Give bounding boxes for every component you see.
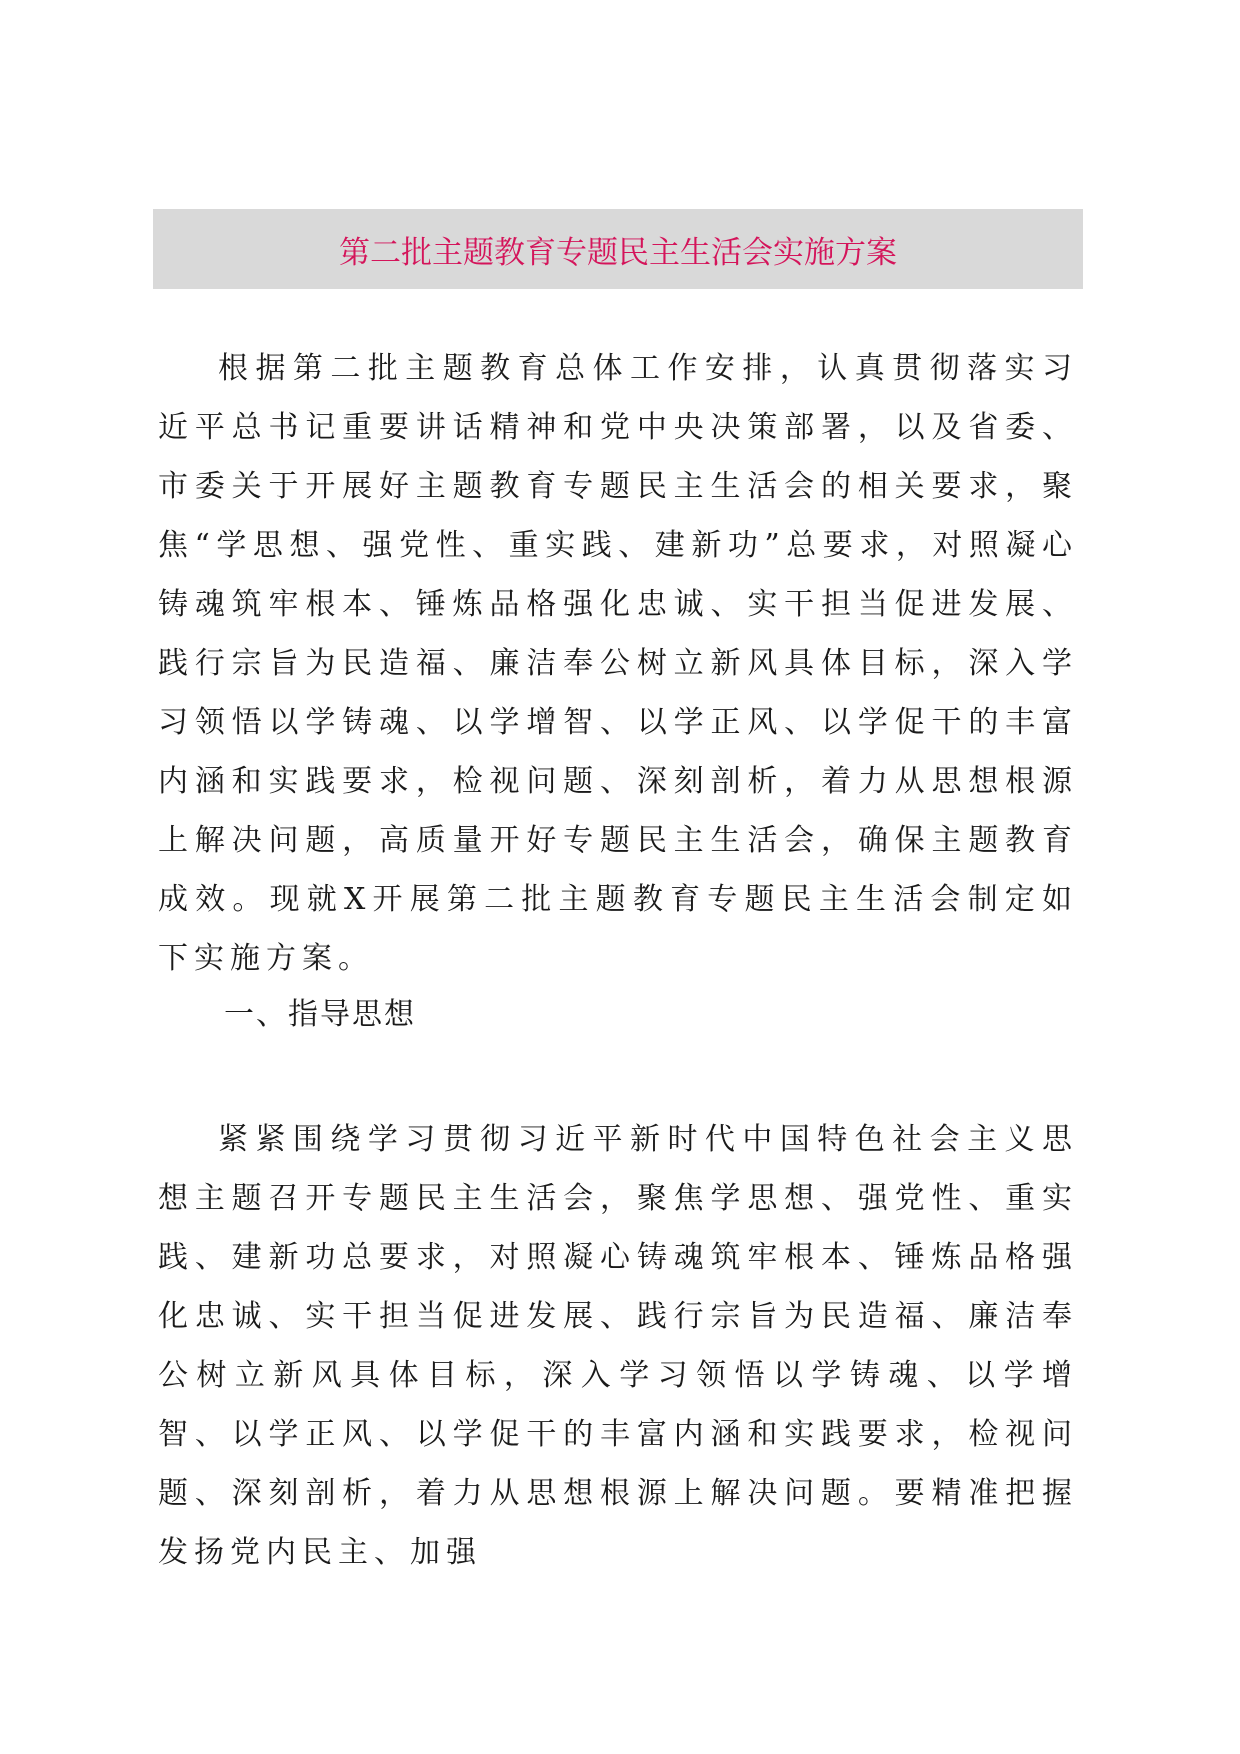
title-banner [153, 209, 1083, 289]
section-heading-guiding-thought: 一、指导思想 [224, 997, 416, 1032]
guiding-thought-paragraph: 紧紧围绕学习贯彻习近平新时代中国特色社会主义思想主题召开专题民主生活会，聚焦学思想、强党性、重实践、建新功总要求，对照凝心铸魂筑牢根本、锤炼品格强化忠诚、实干担当促进发展、践行宗旨为民造福、廉洁奉公树立新风具体目标，深入学习领悟以学铸魂、以学增智、以学正风、以学促干的丰富内涵和实践要求，检视问题、深刻剖析，着力从思想根源上解决问题。要精准把握发扬党内民主、加强 [158, 1122, 1078, 1570]
document-title: 第二批主题教育专题民主生活会实施方案 [339, 234, 897, 271]
intro-paragraph: 根据第二批主题教育总体工作安排，认真贯彻落实习近平总书记重要讲话精神和党中央决策部署，以及省委、市委关于开展好主题教育专题民主生活会的相关要求，聚焦“学思想、强党性、重实践、建新功”总要求，对照凝心铸魂筑牢根本、锤炼品格强化忠诚、实干担当促进发展、践行宗旨为民造福、廉洁奉公树立新风具体目标，深入学习领悟以学铸魂、以学增智、以学正风、以学促干的丰富内涵和实践要求，检视问题、深刻剖析，着力从思想根源上解决问题，高质量开好专题民主生活会，确保主题教育成效。现就X开展第二批主题教育专题民主生活会制定如下实施方案。 [158, 351, 1078, 976]
